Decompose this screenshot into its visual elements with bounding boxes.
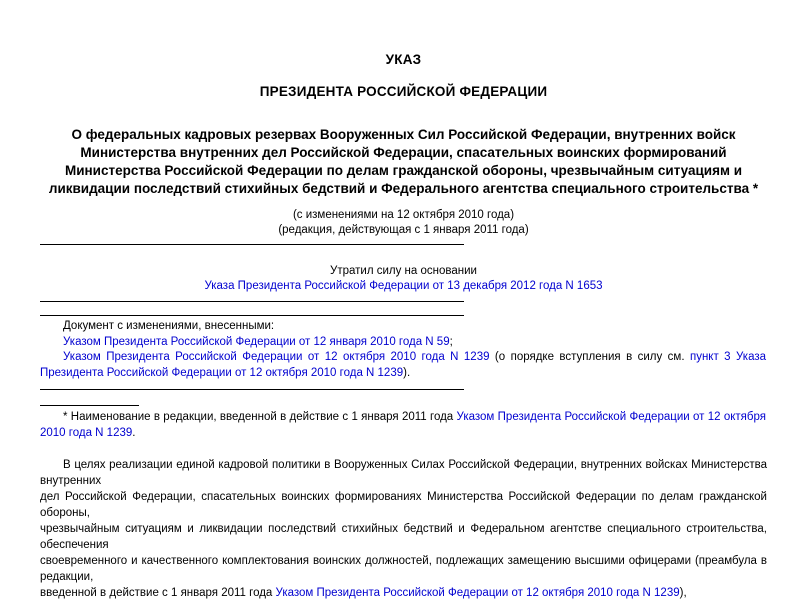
doc-type-heading: УКАЗ xyxy=(385,52,422,67)
preamble-line xyxy=(40,585,767,601)
repeal-notice xyxy=(0,278,807,294)
divider xyxy=(40,315,464,316)
preamble-line: дел Российской Федерации, спасательных воинских формированиях Министерства Российской Федерации по делам гражданской обороны, xyxy=(40,491,767,519)
change-item-2 xyxy=(40,349,766,381)
change-item-2-end: ). xyxy=(403,367,411,379)
change-item-2-text: (о порядке вступления в силу см. xyxy=(489,351,690,363)
preamble-decree-link[interactable]: Указом Президента Российской Федерации от 12 октября 2010 года N 1239 xyxy=(275,587,680,599)
link-part: года N 1239 xyxy=(68,427,133,439)
divider xyxy=(40,389,464,390)
issuer-heading: ПРЕЗИДЕНТА РОССИЙСКОЙ ФЕДЕРАЦИИ xyxy=(259,84,548,99)
preamble-line: чрезвычайным ситуациям и ликвидации последствий стихийных бедствий и Федеральном агентстве специального строительства, обеспечения xyxy=(40,523,767,551)
preamble-line: своевременного и качественного комплектования воинских должностей, подлежащих замещению высшими офицерами (преамбула в редакции, xyxy=(40,555,767,583)
punctuation: ; xyxy=(449,336,453,348)
doc-subject xyxy=(0,126,807,198)
link-part: пункт 3 Указа Президента xyxy=(40,351,767,379)
edition-note: (редакция, действующая с 1 января 2011 года) xyxy=(278,224,529,236)
subject-line: О федеральных кадровых резервах Вооруженных Сил Российской Федерации, внутренних войск xyxy=(71,127,736,142)
repeal-decree-link[interactable]: Указа Президента Российской Федерации от 13 декабря 2012 года N 1653 xyxy=(204,280,603,292)
preamble-line: В целях реализации единой кадровой политики в Вооруженных Силах Российской Федерации, внутренних войсках Министерства внутренних xyxy=(40,459,767,487)
subject-line: ликвидации последствий стихийных бедствий и Федерального агентства специального строительства * xyxy=(48,181,759,196)
subject-line: Министерства внутренних дел Российской Федерации, спасательных воинских формирований xyxy=(80,145,727,160)
subject-line: Министерства Российской Федерации по делам гражданской обороны, чрезвычайным ситуациям и xyxy=(64,163,743,178)
preamble-end: ), xyxy=(679,587,687,599)
link-part: Указом Президента Российской Федерации от 12 октября 2010 xyxy=(40,411,766,439)
amending-decree-1239-link[interactable]: Указом Президента Российской Федерации от 12 октября 2010 года N 1239 xyxy=(63,351,490,363)
footnote-text: * Наименование в редакции, введенной в действие с 1 января 2011 года xyxy=(63,411,457,423)
amending-decree-59-link[interactable]: Указом Президента Российской Федерации от 12 января 2010 года N 59 xyxy=(63,336,450,348)
change-item-1 xyxy=(63,334,453,350)
amended-note: (с изменениями на 12 октября 2010 года) xyxy=(292,209,515,221)
changes-intro: Документ с изменениями, внесенными: xyxy=(63,320,275,332)
footnote xyxy=(40,409,766,441)
divider xyxy=(40,244,464,245)
preamble xyxy=(40,457,767,601)
repeal-label: Утратил силу на основании xyxy=(330,265,477,277)
link-part: Российской Федерации от 12 октября 2010 года N 1239 xyxy=(106,367,404,379)
preamble-text: введенной в действие с 1 января 2011 года xyxy=(40,587,276,599)
footnote-divider xyxy=(40,405,139,406)
divider xyxy=(40,301,464,302)
footnote-end: . xyxy=(132,427,136,439)
